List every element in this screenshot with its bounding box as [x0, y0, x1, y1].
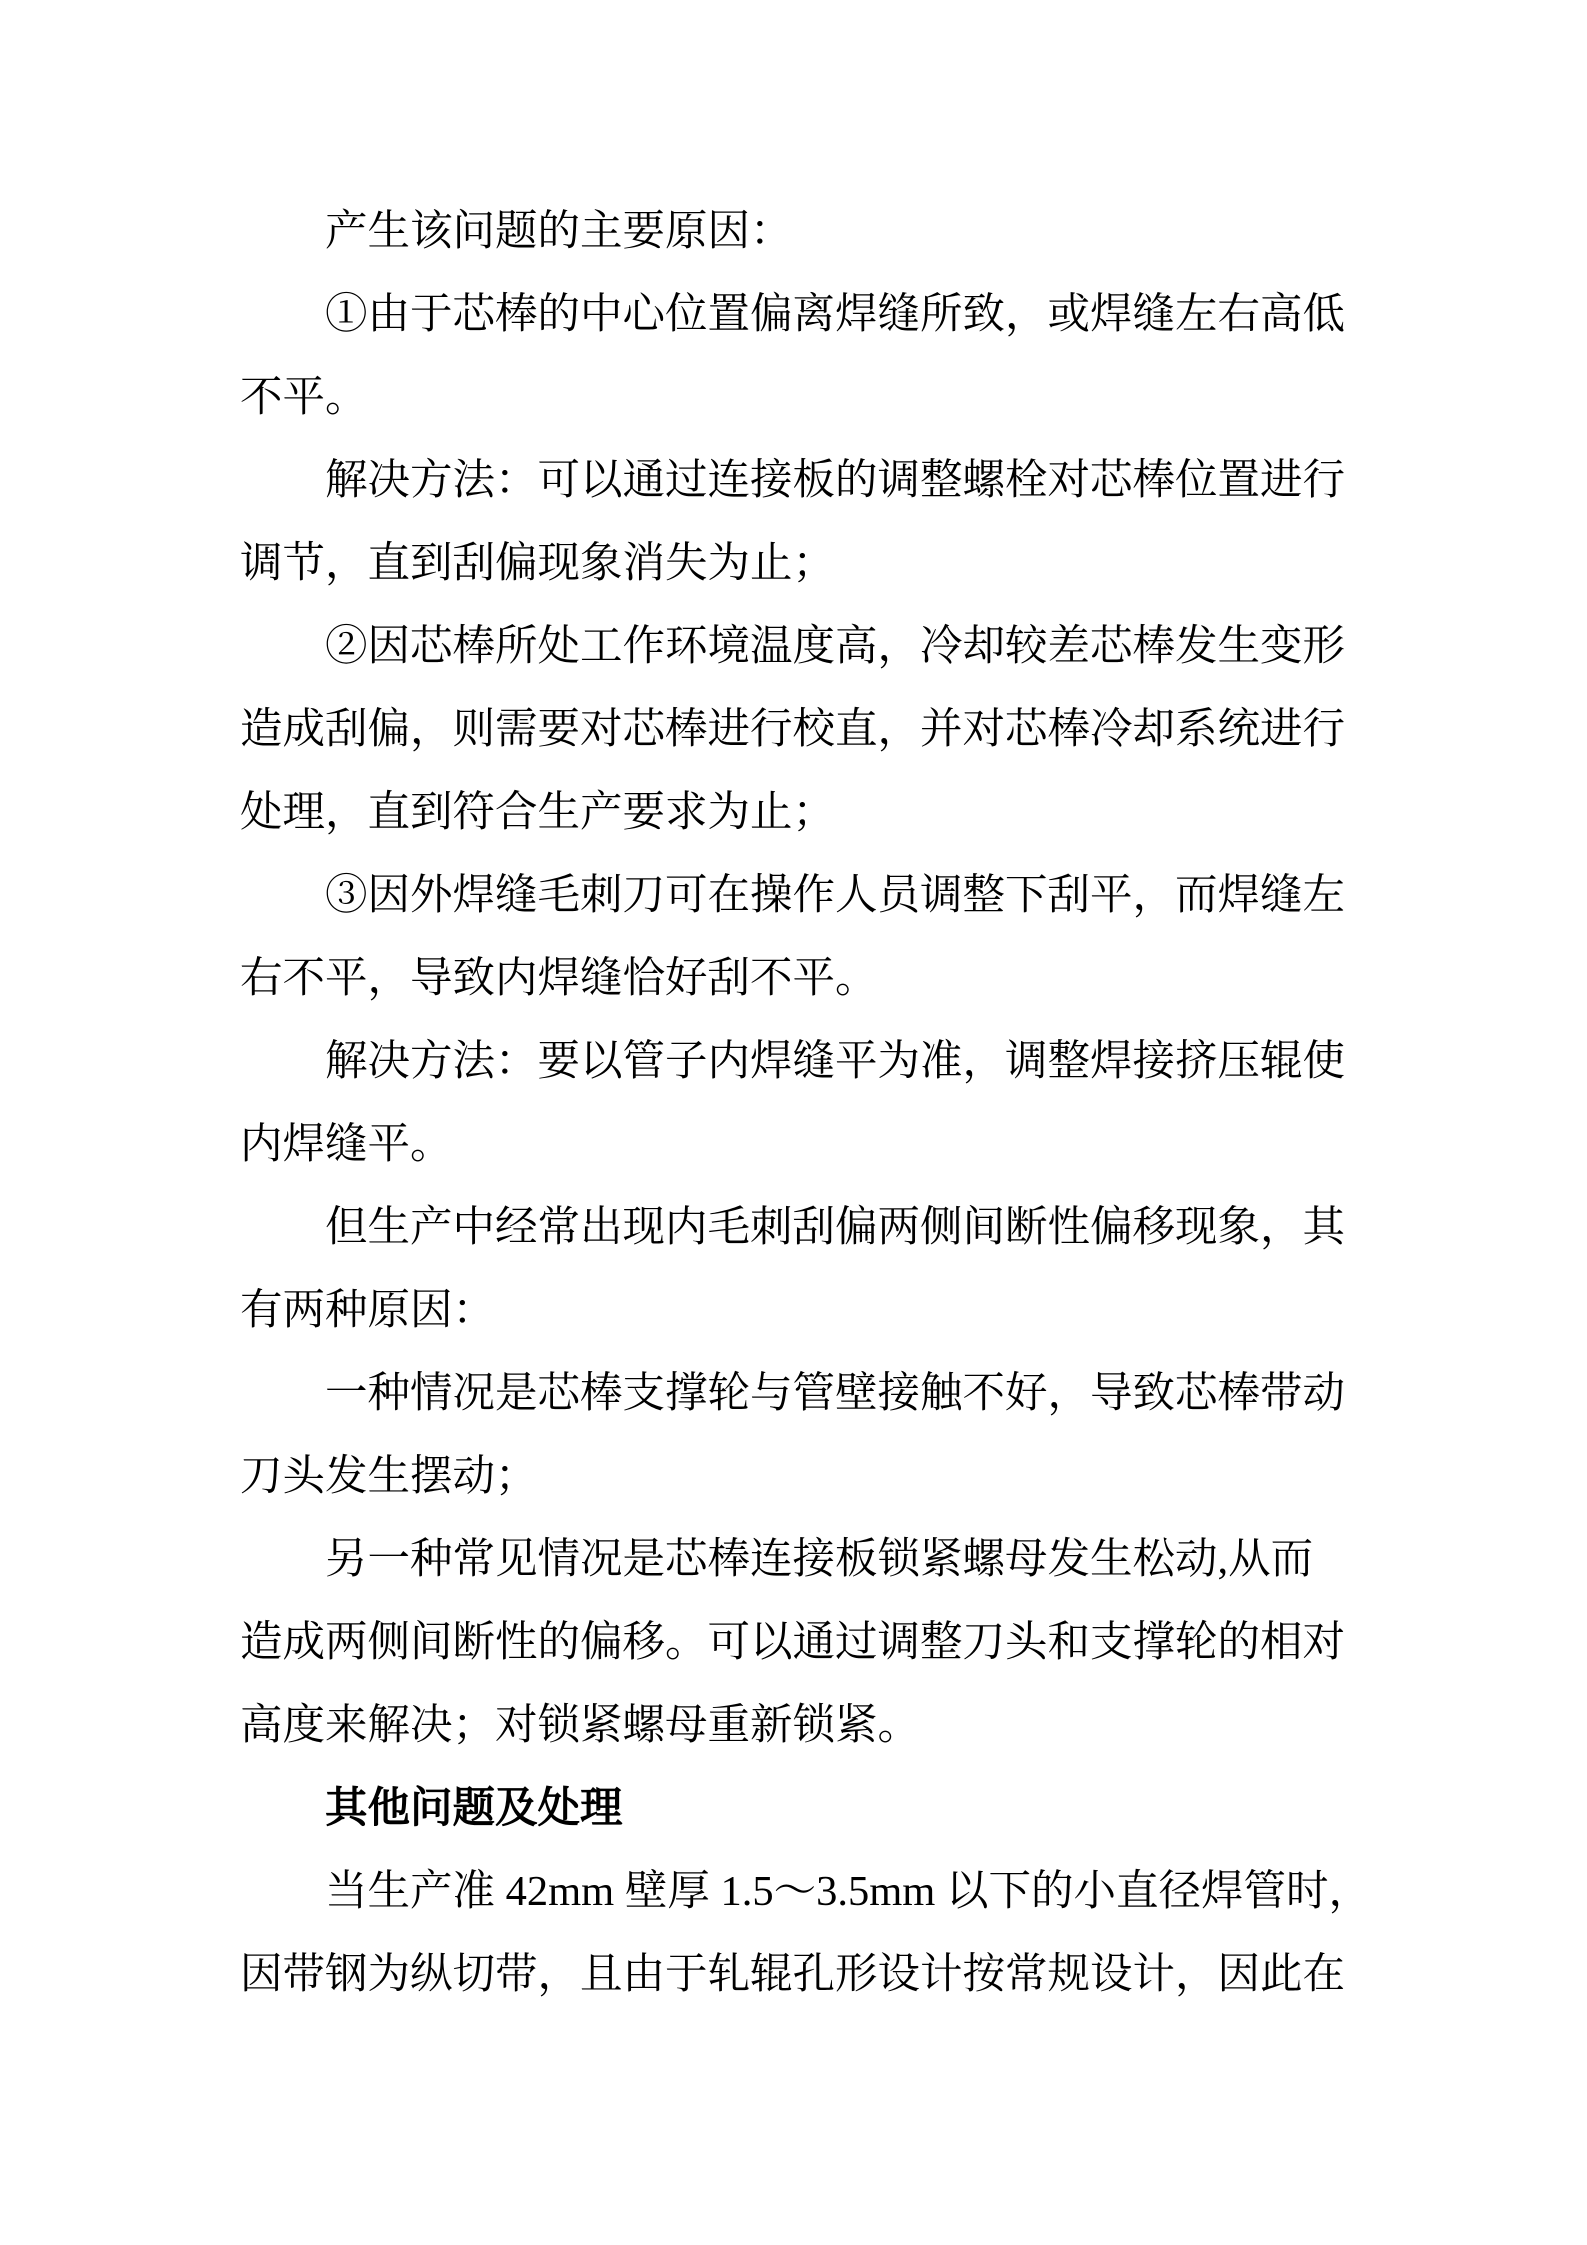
text-line: 造成两侧间断性的偏移。可以通过调整刀头和支撑轮的相对	[240, 1619, 1346, 1666]
text-line: 刀头发生摆动；	[240, 1453, 538, 1500]
document-body	[240, 190, 1371, 2016]
text-line: 调节，直到刮偏现象消失为止；	[240, 540, 836, 587]
text-line: 但生产中经常出现内毛刺刮偏两侧间断性偏移现象，其	[325, 1204, 1346, 1251]
text-line: 当生产准 42mm 壁厚 1.5～3.5mm 以下的小直径焊管时，	[325, 1868, 1371, 1915]
text-line: 处理，直到符合生产要求为止；	[240, 789, 836, 836]
text-line: 造成刮偏，则需要对芯棒进行校直，并对芯棒冷却系统进行	[240, 706, 1346, 753]
text-line: 右不平，导致内焊缝恰好刮不平。	[240, 955, 878, 1002]
text-line: ②因芯棒所处工作环境温度高，冷却较差芯棒发生变形	[325, 623, 1346, 670]
text-line: 因带钢为纵切带，且由于轧辊孔形设计按常规设计，因此在	[240, 1951, 1346, 1998]
text-line: 一种情况是芯棒支撑轮与管壁接触不好，导致芯棒带动	[325, 1370, 1346, 1417]
text-line: 解决方法：要以管子内焊缝平为准，调整焊接挤压辊使	[325, 1038, 1346, 1085]
text-line: 有两种原因：	[240, 1287, 496, 1334]
text-line: ①由于芯棒的中心位置偏离焊缝所致，或焊缝左右高低	[325, 291, 1346, 338]
text-line: 另一种常见情况是芯棒连接板锁紧螺母发生松动,从而	[325, 1536, 1314, 1583]
text-line: 不平。	[240, 374, 368, 421]
section-heading: 其他问题及处理	[325, 1785, 623, 1832]
text-line: ③因外焊缝毛刺刀可在操作人员调整下刮平，而焊缝左	[325, 872, 1346, 919]
text-line: 内焊缝平。	[240, 1121, 453, 1168]
text-line: 产生该问题的主要原因：	[325, 208, 793, 255]
text-line: 高度来解决；对锁紧螺母重新锁紧。	[240, 1702, 921, 1749]
text-line: 解决方法：可以通过连接板的调整螺栓对芯棒位置进行	[325, 457, 1346, 504]
